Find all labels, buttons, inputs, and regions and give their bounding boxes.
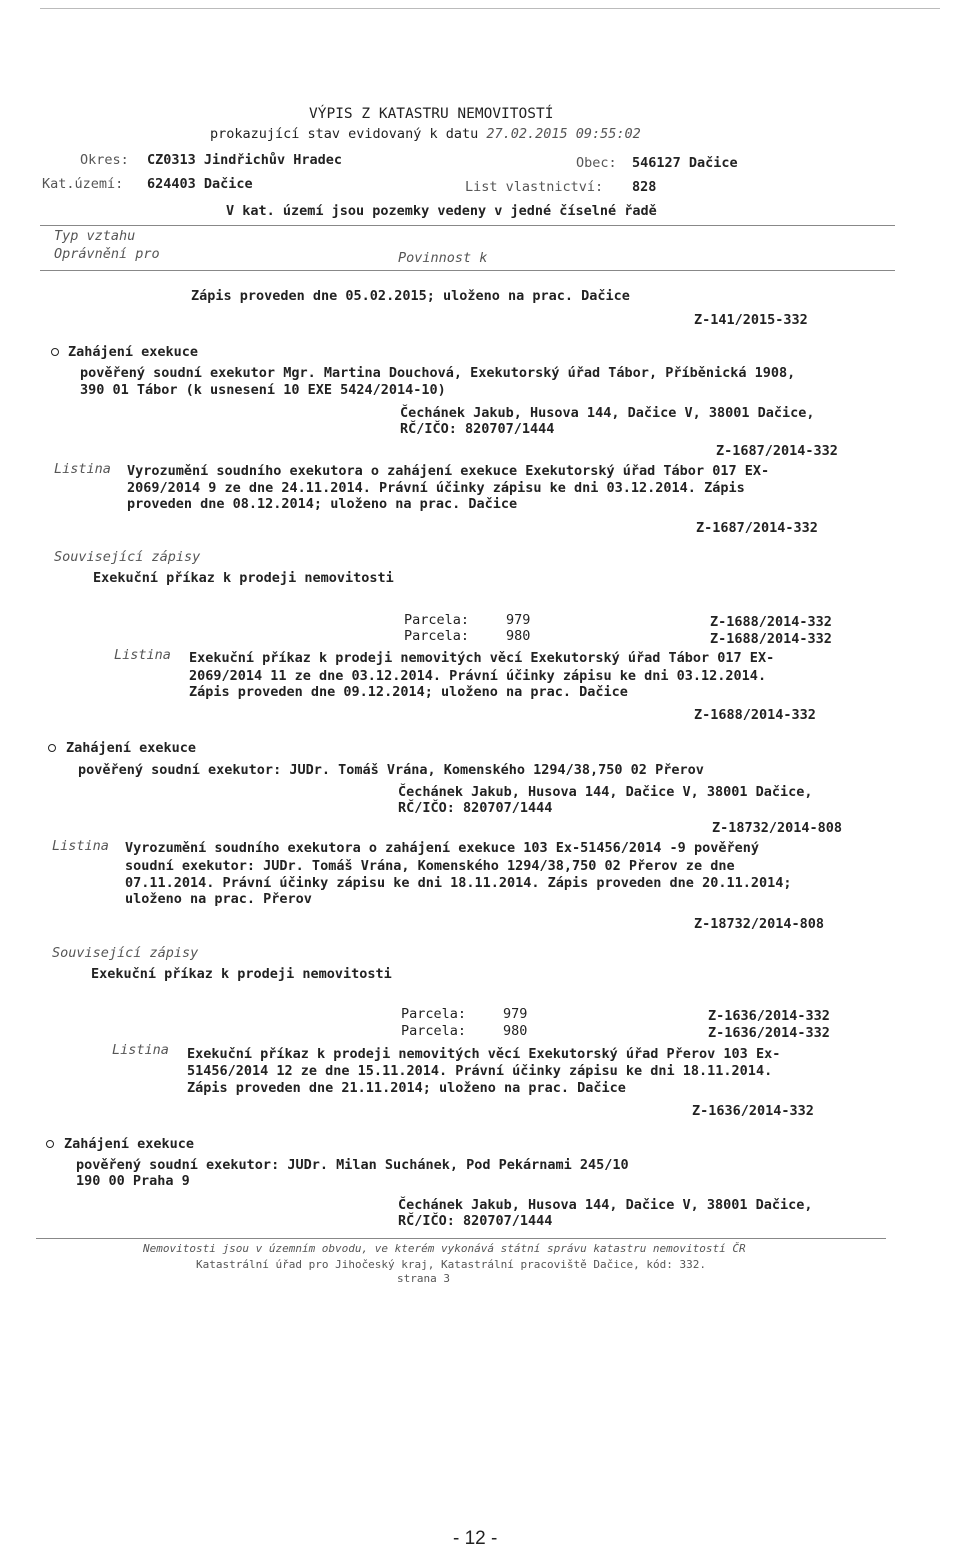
entry1-parcel2-number: 980 [506, 628, 531, 644]
entry1-parcel1-ref: Z-1688/2014-332 [710, 614, 832, 630]
entry1-parcel2-label: Parcela: [404, 628, 470, 644]
entry2-owner-line2: RČ/IČO: 820707/1444 [398, 800, 553, 816]
entry1-owner-line2: RČ/IČO: 820707/1444 [400, 421, 555, 437]
entry2-parcel2-number: 980 [503, 1023, 528, 1039]
katuzemi-label: Kat.území: [42, 176, 124, 192]
header-note: V kat. území jsou pozemky vedeny v jedné číselné řadě [226, 203, 657, 219]
lv-value: 828 [632, 179, 657, 195]
entry1-parcel1-label: Parcela: [404, 612, 470, 628]
entry2-listina-line2: soudní exekutor: JUDr. Tomáš Vrána, Komenského 1294/38,750 02 Přerov ze dne [125, 858, 735, 874]
entry1-sub-listina-ref: Z-1688/2014-332 [694, 707, 816, 723]
entry1-listina-line2: 2069/2014 9 ze dne 24.11.2014. Právní účinky zápisu ke dni 03.12.2014. Zápis [127, 480, 745, 496]
entry3-owner-line1: Čechánek Jakub, Husova 144, Dačice V, 38001 Dačice, [398, 1197, 813, 1213]
entry2-souvisejici-title: Exekuční příkaz k prodeji nemovitosti [91, 966, 392, 982]
footer-line1: Nemovitosti jsou v územním obvodu, ve kterém vykonává státní správu katastru nemovitostí ČR [143, 1242, 746, 1255]
bullet-icon [46, 1140, 54, 1148]
entry1-owner-ref: Z-1687/2014-332 [716, 443, 838, 459]
bullet-icon [48, 744, 56, 752]
entry2-parcel1-label: Parcela: [401, 1006, 467, 1022]
entry3-title: Zahájení exekuce [64, 1136, 195, 1152]
entry2-souvisejici-label: Související zápisy [52, 945, 199, 961]
entry2-sub-listina-label: Listina [112, 1042, 169, 1058]
header-rule [40, 225, 895, 226]
document-subtitle [210, 126, 641, 142]
entry1-sub-listina-label: Listina [114, 647, 171, 663]
top-rule [40, 8, 940, 9]
document-title: VÝPIS Z KATASTRU NEMOVITOSTÍ [309, 106, 554, 122]
entry1-sub-listina-line2: 2069/2014 11 ze dne 03.12.2014. Právní účinky zápisu ke dni 03.12.2014. [189, 668, 767, 684]
columns-rule [40, 270, 895, 271]
entry1-executor-line1: pověřený soudní exekutor Mgr. Martina Douchová, Exekutorský úřad Tábor, Příběnická 1908, [80, 365, 796, 381]
lv-label: List vlastnictví: [465, 179, 604, 195]
entry2-listina-line4: uloženo na prac. Přerov [125, 891, 312, 907]
entry1-title: Zahájení exekuce [68, 344, 199, 360]
entry3-executor-line2: 190 00 Praha 9 [76, 1173, 190, 1189]
entry2-listina-line3: 07.11.2014. Právní účinky zápisu ke dni 18.11.2014. Zápis proveden dne 20.11.2014; [125, 875, 792, 891]
entry1-listina-line1: Vyrozumění soudního exekutora o zahájení exekuce Exekutorský úřad Tábor 017 EX- [127, 463, 770, 479]
entry1-parcel2-ref: Z-1688/2014-332 [710, 631, 832, 647]
subtitle-prefix: prokazující stav evidovaný k datu [210, 126, 479, 142]
okres-value: CZ0313 Jindřichův Hradec [147, 152, 343, 168]
entry2-title: Zahájení exekuce [66, 740, 197, 756]
entry1-sub-listina-line1: Exekuční příkaz k prodeji nemovitých věcí Exekutorský úřad Tábor 017 EX- [189, 650, 775, 666]
subtitle-date: 27.02.2015 09:55:02 [486, 126, 641, 142]
top-zapis: Zápis proveden dne 05.02.2015; uloženo na prac. Dačice [191, 288, 630, 304]
column-opravneni-pro: Oprávnění pro [54, 246, 160, 262]
obec-label: Obec: [576, 155, 617, 171]
entry2-sub-listina-line2: 51456/2014 12 ze dne 15.11.2014. Právní účinky zápisu ke dni 18.11.2014. [187, 1063, 773, 1079]
entry2-listina-label: Listina [52, 838, 109, 854]
entry2-sub-listina-ref: Z-1636/2014-332 [692, 1103, 814, 1119]
entry2-parcel1-ref: Z-1636/2014-332 [708, 1008, 830, 1024]
entry1-sub-listina-line3: Zápis proveden dne 09.12.2014; uloženo na prac. Dačice [189, 684, 628, 700]
column-povinnost-k: Povinnost k [398, 250, 488, 266]
footer-page: strana 3 [397, 1272, 450, 1285]
entry1-listina-label: Listina [54, 461, 111, 477]
entry1-owner-line1: Čechánek Jakub, Husova 144, Dačice V, 38001 Dačice, [400, 405, 815, 421]
footer-line2: Katastrální úřad pro Jihočeský kraj, Katastrální pracoviště Dačice, kód: 332. [196, 1258, 706, 1271]
entry1-listina-ref: Z-1687/2014-332 [696, 520, 818, 536]
entry2-listina-line1: Vyrozumění soudního exekutora o zahájení exekuce 103 Ex-51456/2014 -9 pověřený [125, 840, 759, 856]
top-ref: Z-141/2015-332 [694, 312, 808, 328]
entry3-owner-line2: RČ/IČO: 820707/1444 [398, 1213, 553, 1229]
entry1-listina-line3: proveden dne 08.12.2014; uloženo na prac. Dačice [127, 496, 518, 512]
entry2-listina-ref: Z-18732/2014-808 [694, 916, 825, 932]
entry2-sub-listina-line3: Zápis proveden dne 21.11.2014; uloženo na prac. Dačice [187, 1080, 626, 1096]
entry1-executor-line2: 390 01 Tábor (k usnesení 10 EXE 5424/2014-10) [80, 382, 446, 398]
page-number: - 12 - [453, 1528, 498, 1549]
entry2-owner-ref: Z-18732/2014-808 [712, 820, 843, 836]
katuzemi-value: 624403 Dačice [147, 176, 253, 192]
bullet-icon [51, 348, 59, 356]
entry3-executor-line1: pověřený soudní exekutor: JUDr. Milan Suchánek, Pod Pekárnami 245/10 [76, 1157, 629, 1173]
entry2-parcel2-ref: Z-1636/2014-332 [708, 1025, 830, 1041]
entry1-souvisejici-label: Související zápisy [54, 549, 201, 565]
entry1-souvisejici-title: Exekuční příkaz k prodeji nemovitosti [93, 570, 394, 586]
entry2-parcel1-number: 979 [503, 1006, 528, 1022]
obec-value: 546127 Dačice [632, 155, 738, 171]
entry2-executor-line1: pověřený soudní exekutor: JUDr. Tomáš Vrána, Komenského 1294/38,750 02 Přerov [78, 762, 704, 778]
entry2-sub-listina-line1: Exekuční příkaz k prodeji nemovitých věcí Exekutorský úřad Přerov 103 Ex- [187, 1046, 781, 1062]
entry2-owner-line1: Čechánek Jakub, Husova 144, Dačice V, 38001 Dačice, [398, 784, 813, 800]
entry2-parcel2-label: Parcela: [401, 1023, 467, 1039]
okres-label: Okres: [80, 152, 129, 168]
entry1-parcel1-number: 979 [506, 612, 531, 628]
footer-rule [36, 1238, 886, 1239]
column-typ-vztahu: Typ vztahu [54, 228, 136, 244]
